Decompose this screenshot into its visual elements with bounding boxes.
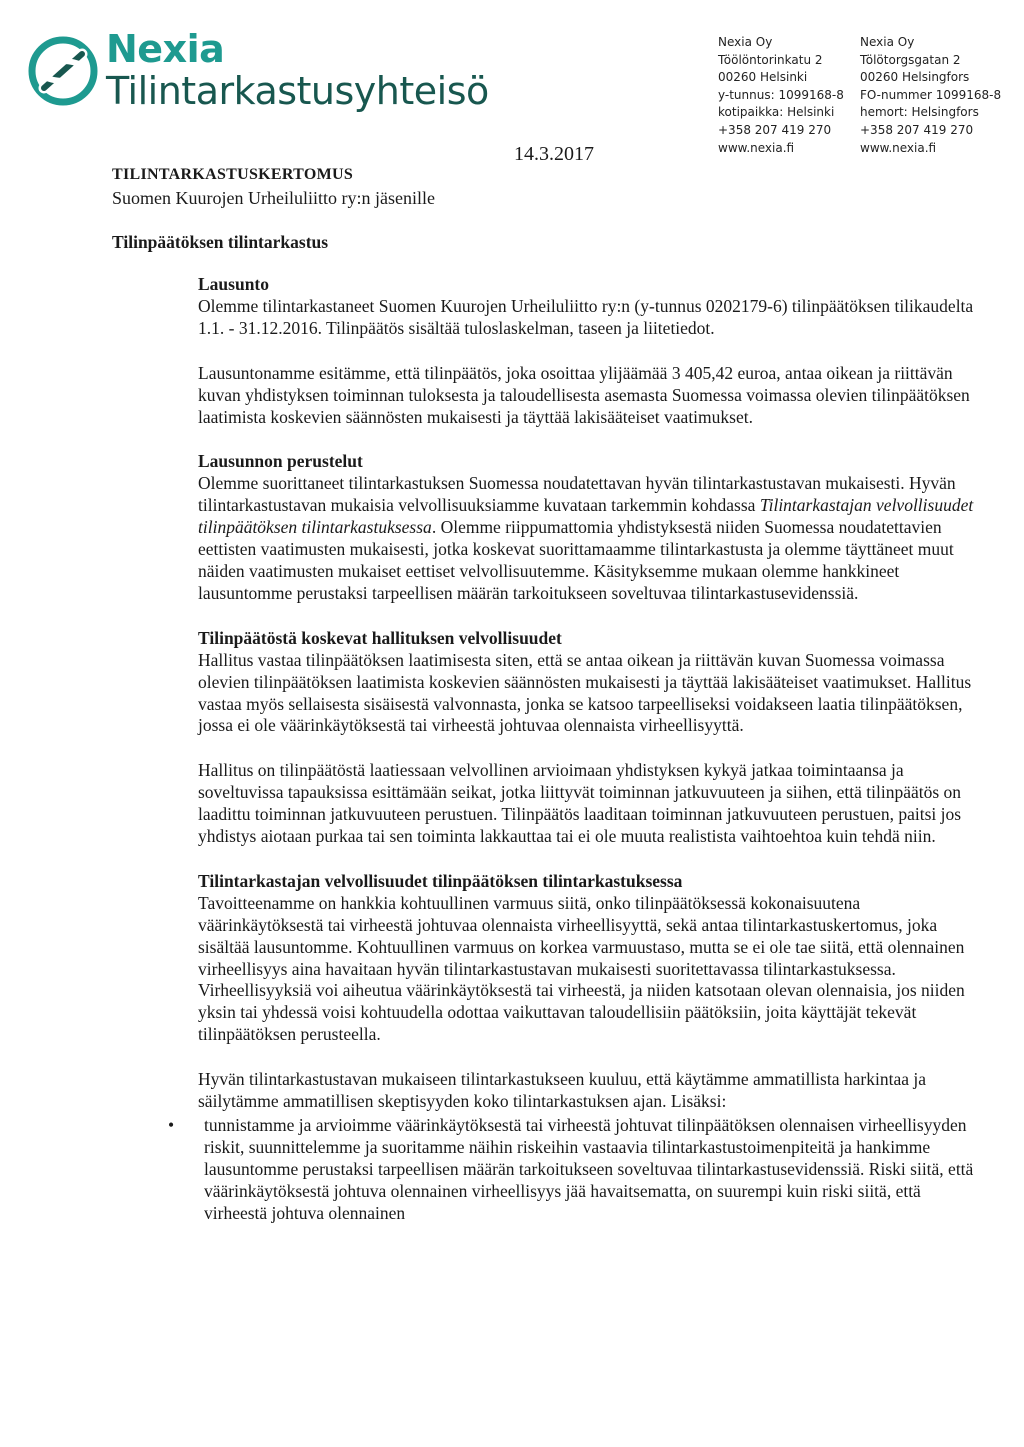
- address-line: y-tunnus: 1099168-8: [718, 87, 844, 102]
- address-line: 00260 Helsingfors: [860, 70, 970, 85]
- nexia-logo-icon: [28, 36, 98, 106]
- text-run: Olemme suorittaneet tilintarkastuksen Suomessa noudatettavan hyvän tilintarkastustavan mukaisesti. Hyvän tilintarkastustavan mukaisia velvollisuuksiamme kuvataan tarkemmin kohdassa: [198, 473, 956, 516]
- address-line: +358 207 419 270: [718, 122, 832, 137]
- bullet-item: [168, 1115, 978, 1225]
- section-title: Tilinpäätöksen tilintarkastus: [112, 232, 329, 252]
- address-line: www.nexia.fi: [860, 140, 937, 155]
- text-run: . Olemme riippumattomia yhdistyksestä niiden Suomessa noudatettavien eettisten vaatimusten mukaisesti, jotka koskevat suorittamaamme tilintarkastusta ja olemme täyttäneet muut näiden vaatimusten mukaiset eettiset velvollisuutemme. Käsityksemme mukaan olemme hankkineet lausuntomme perustaksi tarpeellisen määrän tarkoitukseen soveltuvaa tilintarkastusevidenssiä.: [198, 517, 954, 603]
- heading-perustelut: Lausunnon perustelut: [198, 451, 363, 472]
- paragraph: Olemme tilintarkastaneet Suomen Kuurojen Urheiluliitto ry:n (y-tunnus 0202179-6) tilinpäätöksen tilikaudelta 1.1. - 31.12.2016. Tilinpäätös sisältää tuloslaskelman, taseen ja liitetiedot.: [198, 295, 974, 338]
- address-line: kotipaikka: Helsinki: [718, 105, 835, 120]
- paragraph: Lausuntonamme esitämme, että tilinpäätös, joka osoittaa ylijäämää 3 405,42 euroa, antaa oikean ja riittävän kuvan yhdistyksen toiminnan tuloksesta ja taloudellisesta asemasta Suomessa voimassa olevien tilinpäätöksen laatimista koskevien säännösten mukaisesti ja täyttää lakisääteiset vaatimukset.: [198, 362, 970, 427]
- report-title: TILINTARKASTUSKERTOMUS: [112, 166, 354, 183]
- address-finnish: [718, 34, 844, 157]
- heading-tilintarkastaja: Tilintarkastajan velvollisuudet tilinpäätöksen tilintarkastuksessa: [198, 870, 683, 891]
- paragraph: Hyvän tilintarkastustavan mukaiseen tilintarkastukseen kuuluu, että käytämme ammatillista harkintaa ja säilytämme ammatillisen skeptisyyden koko tilintarkastuksen ajan. Lisäksi:: [198, 1069, 926, 1112]
- address-swedish: [860, 34, 1001, 157]
- logo-line2: Tilintarkastusyhteisö: [106, 69, 489, 113]
- heading-hallitus: Tilinpäätöstä koskevat hallituksen velvollisuudet: [198, 627, 562, 648]
- bullet-icon: •: [168, 1115, 175, 1135]
- address-line: FO-nummer 1099168-8: [860, 87, 1002, 102]
- logo-line1: Nexia: [106, 27, 225, 71]
- company-logo-text: [106, 27, 489, 113]
- address-line: +358 207 419 270: [860, 122, 974, 137]
- report-subtitle: Suomen Kuurojen Urheiluliitto ry:n jäsenille: [112, 188, 435, 208]
- address-line: Tölötorgsgatan 2: [860, 52, 961, 67]
- report-body: [168, 274, 978, 1225]
- paragraph: [198, 473, 978, 604]
- paragraph: Hallitus on tilinpäätöstä laatiessaan velvollinen arvioimaan yhdistyksen kykyä jatkaa toimintaansa ja soveltuvissa tapauksissa esittämään seikat, jotka liittyvät toiminnan jatkuvuuteen ja siihen, että tilinpäätös on laadittu toiminnan jatkuvuuteen perustuen. Tilinpäätös laaditaan toiminnan jatkuvuuteen perustuen, paitsi jos yhdistys aiotaan purkaa tai sen toiminta lakkauttaa tai ei ole muuta realistista vaihtoehtoa kuin tehdä niin.: [198, 760, 962, 847]
- paragraph: Hallitus vastaa tilinpäätöksen laatimisesta siten, että se antaa oikean ja riittävän kuvan Suomessa voimassa olevien tilinpäätöksen laatimista koskevien säännösten mukaisesti ja täyttää lakisääteiset vaatimukset. Hallitus vastaa myös sellaisesta sisäisestä valvonnasta, jonka se katsoo tarpeelliseksi voidakseen laatia tilinpäätöksen, jossa ei ole väärinkäytöksestä tai virheestä johtuvaa olennaista virheellisyyttä.: [198, 649, 972, 736]
- address-line: Nexia Oy: [860, 35, 915, 49]
- address-line: Töölöntorinkatu 2: [718, 52, 823, 67]
- bullet-text: tunnistamme ja arvioimme väärinkäytöksestä tai virheestä johtuvat tilinpäätöksen olennaisen virheellisyyden riskit, suunnittelemme ja suoritamme näihin riskeihin vastaavia tilintarkastustoimenpiteitä ja hankimme lausuntomme perustaksi tarpeellisen määrän tarkoitukseen soveltuvaa tilintarkastusevidenssiä. Riski siitä, että väärinkäytöksestä johtuva olennainen virheellisyys jää havaitsematta, on suurempi kuin riski siitä, että virheestä johtuva olennainen: [204, 1115, 974, 1223]
- report-date: 14.3.2017: [514, 143, 594, 165]
- heading-lausunto: Lausunto: [198, 274, 270, 294]
- address-line: www.nexia.fi: [718, 140, 795, 155]
- address-line: hemort: Helsingfors: [860, 105, 979, 120]
- paragraph: Tavoitteenamme on hankkia kohtuullinen varmuus siitä, onko tilinpäätöksessä kokonaisuutena väärinkäytöksestä tai virheestä johtuvaa olennaista virheellisyyttä, sekä antaa tilintarkastuskertomus, joka sisältää lausuntomme. Kohtuullinen varmuus on korkea varmuustaso, mutta se ei ole tae siitä, että olennainen virheellisyys aina havaitaan hyvän tilintarkastustavan mukaisesti suoritettavassa tilintarkastuksessa. Virheellisyyksiä voi aiheutua väärinkäytöksestä tai virheestä, ja niiden katsotaan olevan olennaisia, jos niiden yksin tai yhdessä voisi kohtuudella odottaa vaikuttavan taloudellisiin päätöksiin, joita käyttäjät tekevät tilinpäätöksen perusteella.: [198, 892, 965, 1045]
- address-line: 00260 Helsinki: [718, 70, 808, 85]
- italic-reference: Tilintarkastajan velvollisuudet tilinpäätöksen tilintarkastuksessa: [198, 495, 974, 538]
- address-line: Nexia Oy: [718, 35, 773, 49]
